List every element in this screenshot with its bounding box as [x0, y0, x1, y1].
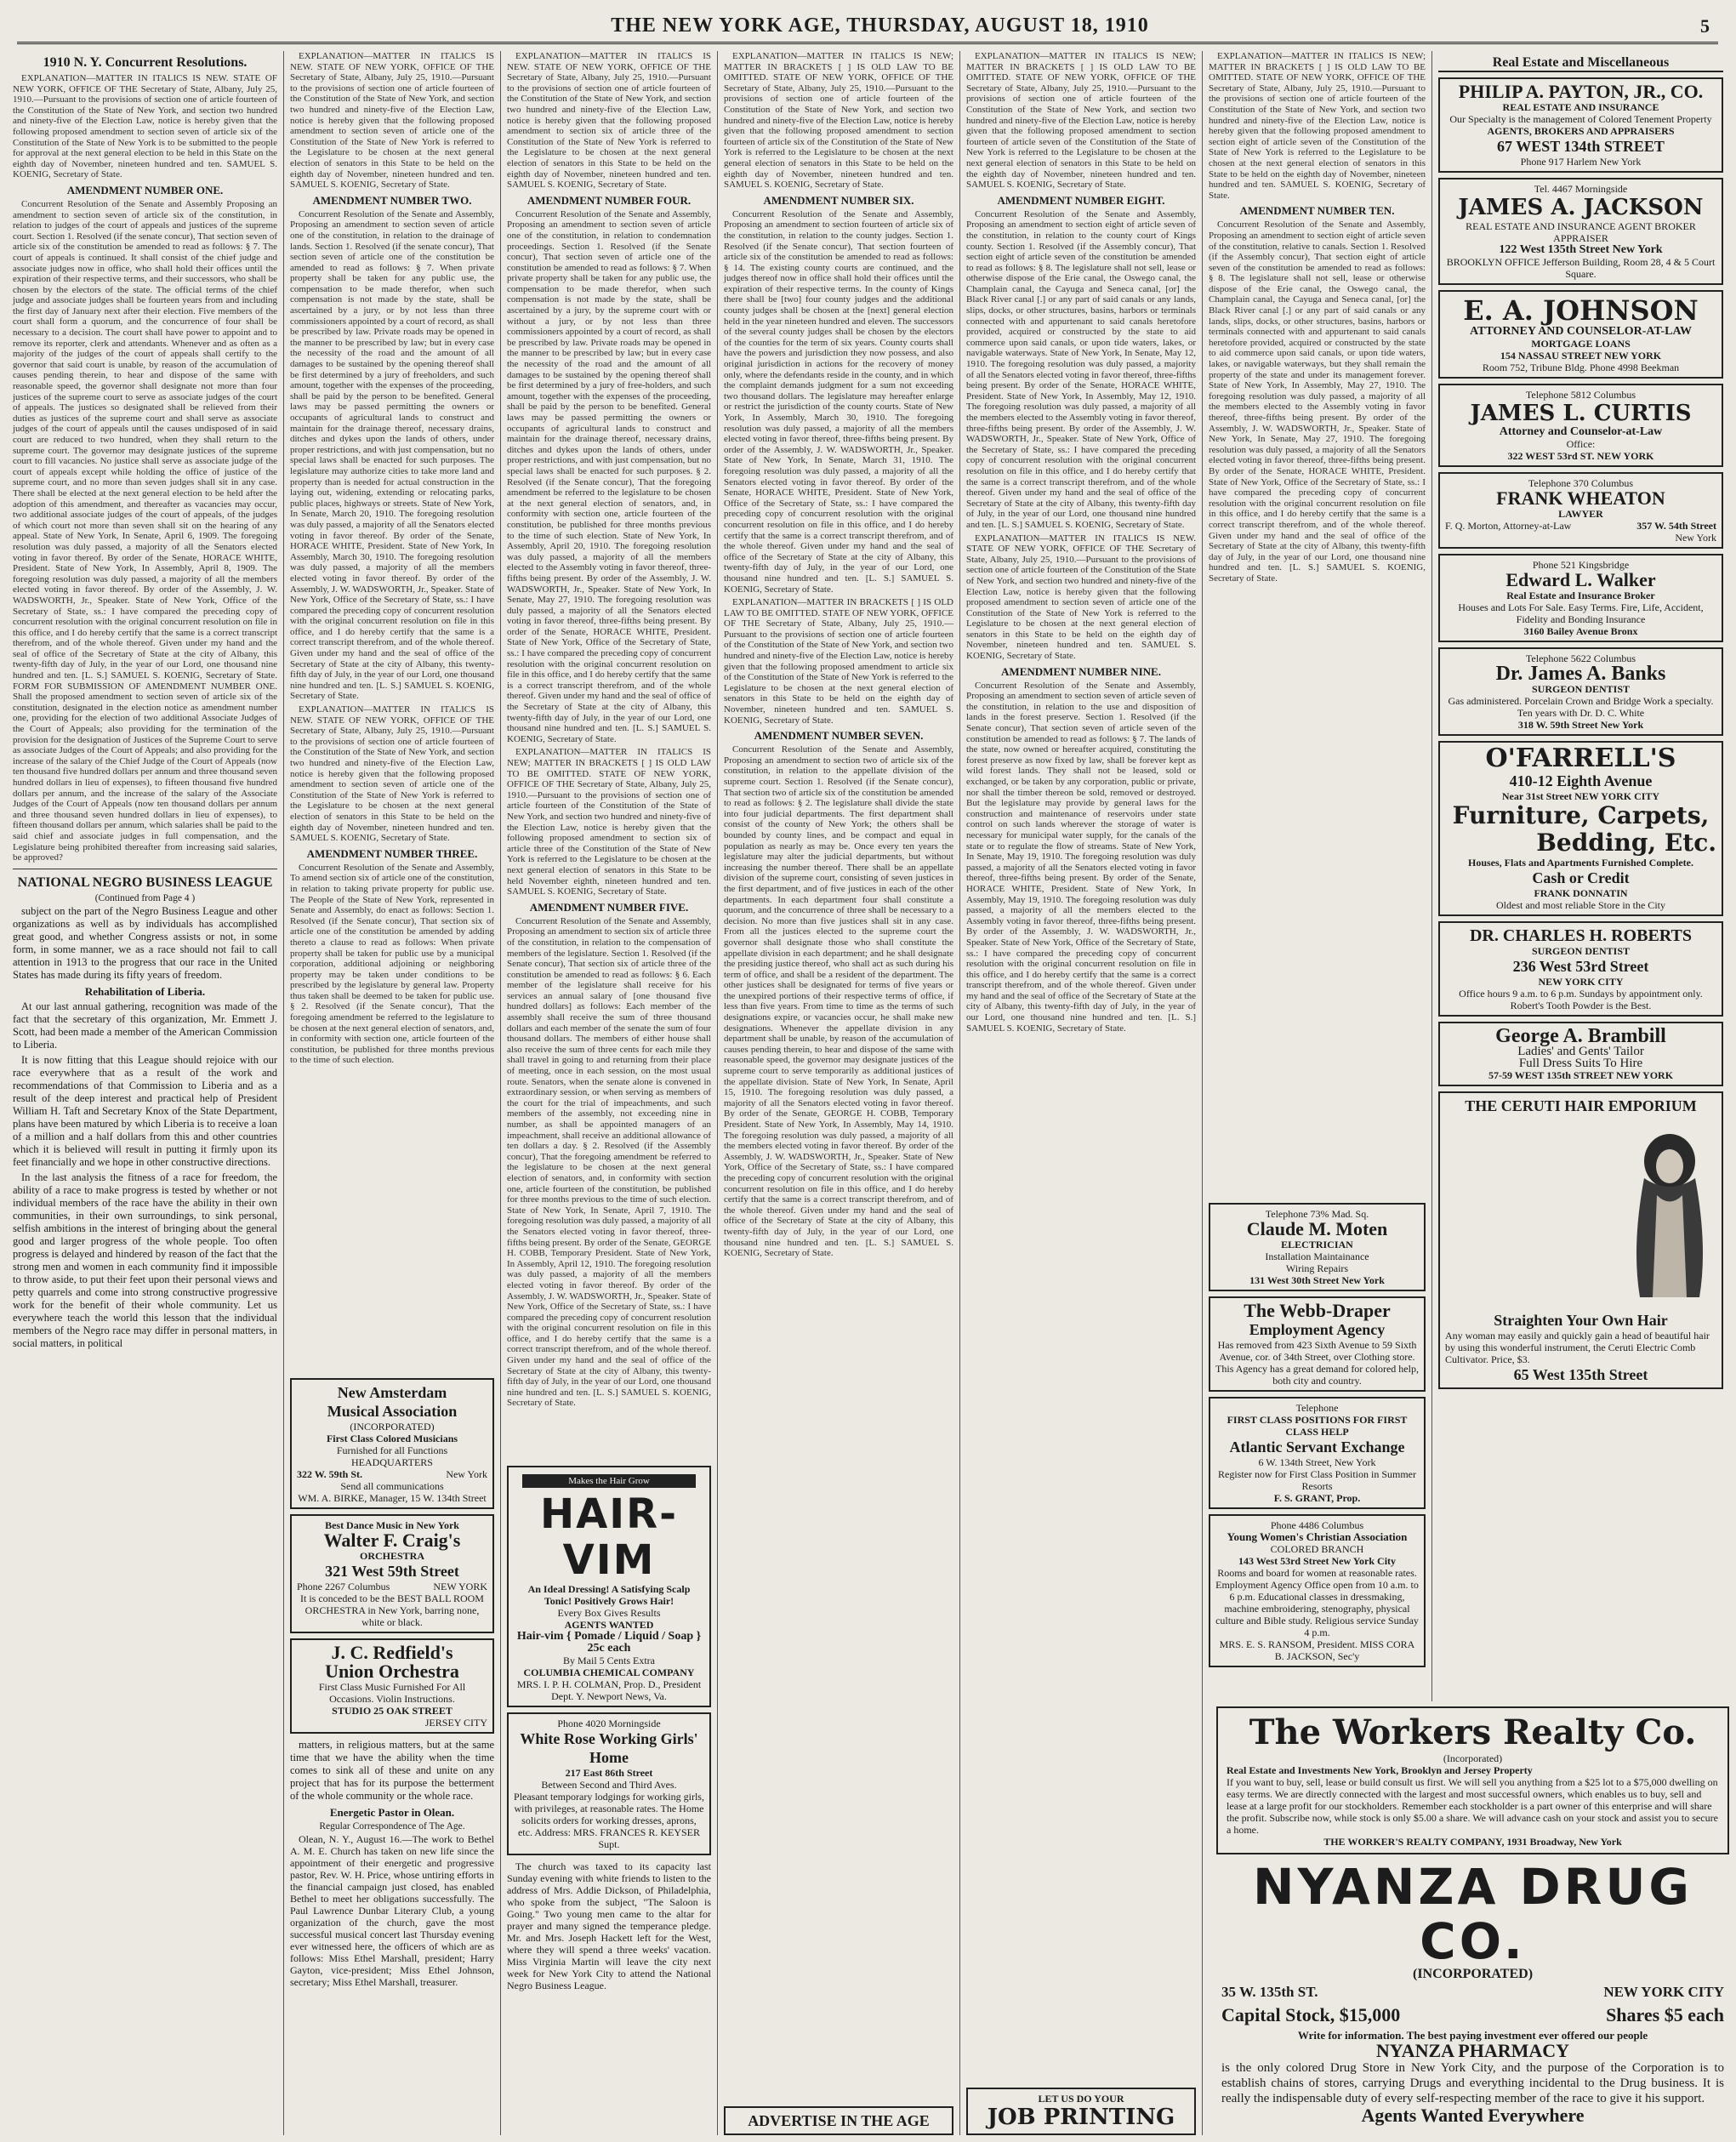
hair-vim-ad [507, 1466, 711, 1708]
ad-text: FRANK DONNATIN [1534, 887, 1628, 899]
ad-address: 6 W. 134th Street, New York [1258, 1456, 1376, 1469]
ad-heading: Straighten Your Own Hair [1494, 1312, 1668, 1329]
amendment-heading: AMENDMENT NUMBER TEN. [1239, 204, 1395, 218]
ad-address: 322 W. 59th St. [297, 1467, 363, 1480]
ad-phone: Tel. 4467 Morningside [1534, 183, 1628, 195]
ad-text: First Class Music Furnished For All Occasions. Violin Instructions. [318, 1680, 466, 1705]
nyanza-drug-ad [1216, 1860, 1729, 2125]
ad-phone: Telephone 370 Columbus [1528, 477, 1634, 489]
curtis-ad [1438, 384, 1723, 467]
amendment-body: Concurrent Resolution of the Senate and Assembly, Proposing an amendment to section eight of article seven of the constitution, relative to canals. Section 1. Resolved (if the Assembly concur), That section eight of article seven of the constitution be amended to read as follows: § 8. The legislature shall not sell, lease or otherwise dispose of the Erie canal, the Oswego canal, the Champlain canal, the Cayuga and Seneca canal, [or] the Black River canal [.] or any part of said canals or any lands, slips, docks, or other structures, basins, harbors or terminals connected with and appurtenant to said canals heretofore provided, acquired or constructed by the state to aid commerce upon said canals, or upon tide waters, lakes, or navigable waterways, but they shall remain the property of the state and under its management forever. State of New York, In Assembly, May 27, 1910. The foregoing resolution was duly passed, a majority of all the members elected to the Assembly voting in favor thereof, three-fifths being present. By order of the Assembly, J. W. WADSWORTH, Jr., Speaker. State of New York, In Senate, May 27, 1910. The foregoing resolution was duly passed, a majority of all the Senators elected voting in favor thereof, three-fifths being present. By order of the Senate, HORACE WHITE, President. State of New York, Office of the Secretary of State, ss.: I have compared the preceding copy of concurrent resolution with the original concurrent resolution on file in this office, and I do hereby certify that the same is a correct transcript therefrom, and of the whole thereof. Given under my hand and the seal of office of the Secretary of State at the city of Albany, this twenty-fifth day of July, in the year of our Lord, one thousand nine hundred and ten. [L. S.] SAMUEL S. KOENIG, Secretary of State. [1209, 219, 1426, 584]
ad-city: NEW YORK CITY [1603, 1984, 1724, 2000]
ad-address: 65 West 135th Street [1513, 1366, 1648, 1383]
ad-text: Shares $5 each [1606, 2004, 1724, 2025]
pastor-sub: Regular Correspondence of The Age. [319, 1820, 465, 1832]
ad-address: 57-59 WEST 135th STREET NEW YORK [1488, 1069, 1674, 1081]
ad-text: Houses, Flats and Apartments Furnished Complete. [1467, 857, 1693, 869]
ad-address: 143 West 53rd Street New York City [1238, 1555, 1397, 1568]
ad-address: 236 West 53rd Street [1512, 958, 1649, 975]
ad-text: Real Estate and Investments New York, Brooklyn and Jersey Property [1227, 1764, 1533, 1776]
ad-text: AGENTS WANTED [564, 1619, 654, 1632]
ad-city: New York [446, 1467, 487, 1480]
ad-text: An Ideal Dressing! A Satisfying Scalp [527, 1583, 691, 1596]
ad-text: Furnished for all Functions [336, 1444, 448, 1456]
ad-heading: The Webb-Draper [1244, 1300, 1391, 1322]
woman-illustration-icon [1623, 1127, 1716, 1306]
ad-address: 321 West 59th Street [325, 1562, 459, 1580]
ad-text: Tonic! Positively Grows Hair! [544, 1595, 674, 1608]
ad-heading: Young Women's Christian Association [1227, 1530, 1408, 1544]
brambill-ad [1438, 1022, 1723, 1086]
ad-heading: NYANZA PHARMACY [1375, 2040, 1570, 2061]
ad-heading: Employment Agency [1249, 1321, 1386, 1339]
payton-ad [1438, 77, 1723, 173]
ad-address: 357 W. 54th Street [1636, 520, 1716, 532]
ad-text: Gas administered. Porcelain Crown and Bridge Work a specialty. Ten years with Dr. D. C. White [1448, 695, 1714, 719]
ad-text: Between Second and Third Aves. [541, 1779, 677, 1792]
ad-text: SURGEON DENTIST [1531, 945, 1631, 957]
ad-heading: PHILIP A. PAYTON, JR., CO. [1458, 81, 1704, 102]
ad-address: 3160 Bailey Avenue Bronx [1523, 625, 1638, 637]
league-text: In the last analysis the fitness of a race for freedom, the ability of a race to make progress is tested by whether or not individual members of the race have the ability in their own communities, in their own surroundings, to sink personal, selfish ambitions in the interest of bringing about the general good and larger progress of the whole people. Too often progress is delayed and hindered by reason of the fact that the strong men and women in each community find it impossible to throw aside, to put their feet upon their personal views and petty quarrels and come into strong constructive progressive work for the benefit of their whole community. Let us everywhere teach the world this lesson that the individual members of the Negro race may differ in personal matters, in social matters, in political [13, 1171, 277, 1350]
ad-text: Pleasant temporary lodgings for working girls, with privileges, at reasonable rates. The Home solicits orders for working dresses, aprons, etc. Address: MRS. FRANCES R. KEYSER Supt. [514, 1791, 704, 1851]
ad-heading: Edward L. Walker [1505, 569, 1656, 590]
ad-heading: J. C. Redfield's [331, 1641, 453, 1663]
ad-text: COLORED BRANCH [1270, 1543, 1364, 1556]
ad-text: (INCORPORATED) [350, 1420, 435, 1433]
ad-heading: Walter F. Craig's [323, 1529, 461, 1551]
amendment-body: Concurrent Resolution of the Senate and Assembly Proposing an amendment to section seven of article six of the constitution, in relation to judges of the court of appeals and justices of the supreme court. Section 1. Resolved (if the senate concur), That section seven of article six of the constitution be amended to read as follows: § 7. The court of appeals is continued. It shall consist of the chief judge and associate judges now in office, who shall hold their offices until the expiration of their respective terms, and their successors, who shall be chosen by the electors of the state. The official terms of the chief judge and associate judges shall be fourteen years from and including the first day of January next after their election. Five members of the court shall form a quorum, and the concurrence of four shall be necessary to a decision. The court shall have power to appoint and to remove its reporter, clerk and attendants. Whenever and as often as a majority of the judges of the court of appeals shall certify to the governor that said court is unable, by reason of the accumulation of causes pending therein, to hear and dispose of the same with reasonable speed, the governor shall designate not more than four justices of the supreme court to serve as associate judges of the court of appeals. The justices so designated shall be relieved from their duties as justices of the supreme court and shall serve as associate judges of the court of appeals until the causes undisposed of in said court are reduced to two hundred, when they shall return to the supreme court. The governor may designate justices of the supreme court to fill vacancies. No justice shall serve as associate judge of the court of appeals except while holding the office of justice of the supreme court, and no more than seven judges shall sit in any case. There shall be elected at the next general election to be held after the adoption of this amendment, and thereafter as vacancies may occur, two additional associate judges of the court of appeals, of the judges of which court not more than seven shall sit on the hearing of any appeal. State of New York, In Senate, April 6, 1909. The foregoing resolution was duly passed, a majority of all the Senators elected voting in favor thereof. By order of the Senate, HORACE WHITE, President. State of New York, In Assembly, April 8, 1909. The foregoing resolution was duly passed, a majority of all the members elected voting in favor thereof. By order of the Assembly, J. W. WADSWORTH, Jr., Speaker. State of New York, Office of the Secretary of State, ss.: I have compared the preceding copy of concurrent resolution with the original concurrent resolution on file in this office, and I do hereby certify that the same is a correct transcript therefrom, and of the whole thereof. Given under my hand and the seal of office of the Secretary of State at the city of Albany, this twenty-fifth day of July, in the year of our Lord, one thousand nine hundred and ten. [L. S.] SAMUEL S. KOENIG, Secretary of State. FORM FOR SUBMISSION OF AMENDMENT NUMBER ONE. Shall the proposed amendment to section seven of article six of the constitution, designated in the election notice as amendment number one, providing for the election of two additional Associate Judges of the Court of Appeals; also providing for the termination of the provision for the designation of Justices of the Supreme Court to serve as associate Judges of the Court of Appeals; and also providing for the increase of the salary of the Chief Judge of the Court of Appeals (now ten thousand five hundred dollars per annum and three thousand seven hundred dollars in lieu of expenses), to fifteen thousand five hundred dollars per annum, and the increase of the salary of the Associate Judges of the Court of Appeals (now ten thousand dollars per annum and three thousand seven hundred dollars in lieu of expenses), to fifteen thousand dollars per annum, which salaries shall be paid to the said chief and associate judges in full compensation, and the Legislature being prohibited thereafter from increasing said salaries, be approved? [13, 198, 277, 863]
amendment-body: Concurrent Resolution of the Senate and Assembly, Proposing an amendment to section six of article three of the constitution, in relation to the compensation of members of the legislature. Section 1. Resolved (if the Senate concur), That section six of article three of the constitution be amended to read as follows: § 6. Each member of the legislature shall receive for his services an annual salary of [one thousand five hundred dollars] as follows: Each member of the assembly shall receive the sum of three thousand dollars and each member of the senate the sum of four thousand dollars. The members of either house shall also receive the sum of three cents for each mile they shall travel in going to and returning from their place of meeting, once in each session, on the most usual route. Senators, when the senate alone is convened in extraordinary session, or when serving as members of the court for the trial of impeachments, and such members of the assembly, not exceeding nine in number, as shall be appointed managers of an impeachment, shall receive an additional allowance of ten dollars a day. § 2. Resolved (if the Assembly concur), That the foregoing amendment be referred to the legislature to be chosen at the next general election of senators, and, in conformity with section one, article fourteen of the constitution, be published for three months previous to the time of such election. State of New York, In Senate, April 7, 1910. The foregoing resolution was duly passed, a majority of all the Senators elected voting in favor thereof, three-fifths being present. By order of the Senate, GEORGE H. COBB, Temporary President. State of New York, In Assembly, April 12, 1910. The foregoing resolution was duly passed, a majority of all the members elected voting in favor thereof. By order of the Assembly, J. W. WADSWORTH, Jr., Speaker. State of New York, Office of the Secretary of State, ss.: I have compared the preceding copy of concurrent resolution with the original concurrent resolution on file in this office, and I do hereby certify that the same is a correct transcript therefrom, and of the whole thereof. Given under my hand and the seal of office of the Secretary of State at the city of Albany, this twenty-fifth day of July, in the year of our Lord, one thousand nine hundred and ten. [L. S.] SAMUEL S. KOENIG, Secretary of State. [507, 915, 711, 1409]
amendment-heading: AMENDMENT NUMBER SIX. [763, 193, 914, 207]
ad-text: Capital Stock, $15,000 [1221, 2004, 1401, 2025]
johnson-ad [1438, 290, 1723, 379]
league-sub: (Continued from Page 4 ) [94, 892, 196, 903]
ad-phone: Telephone 5812 Columbus [1525, 389, 1636, 401]
masthead [17, 10, 1718, 44]
column-4 [718, 51, 960, 2135]
ad-text: is the only colored Drug Store in New York City, and the purpose of the Corporation is to establish chains of stores, carrying Drugs and everything incidental to the Drug business. It is really the indispensable duty of every self-respecting member of the race to give it his support. [1221, 2061, 1724, 2105]
ad-address: 410-12 Eighth Avenue [1509, 772, 1653, 789]
league-text: subject on the part of the Negro Business League and other organizations as well as by individuals has accomplished great good, and whether Congress assists or not, in some form, in some manner, we as a race should not fail to call attention in 1913 to the progress that our race in the United States has made during its fifty years of freedom. [13, 905, 277, 982]
banks-ad [1438, 647, 1723, 736]
atlantic-exchange-ad [1209, 1397, 1426, 1509]
ad-text: If you want to buy, sell, lease or build consult us first. We will sell you anything from a $25 lot to a $75,000 dwelling on easy terms. We are directly connected with the largest and most successful owners, which enables us to buy, sell and lease at a large profit for our stockholders. Remember each stockholder is a part owner of this enterprise and will share the profit. Subscribe now, while stock is only $5.00 a share. We will advance cash on your stock and assist you to secure a home. [1227, 1776, 1718, 1836]
ad-text: Every Box Gives Results [557, 1607, 661, 1620]
ad-text: AGENTS, BROKERS AND APPRAISERS [1487, 125, 1675, 137]
ad-text: Attorney and Counselor-at-Law [1499, 425, 1663, 438]
ad-address: 322 WEST 53rd ST. NEW YORK [1507, 450, 1654, 462]
resolutions-heading: 1910 N. Y. Concurrent Resolutions. [43, 55, 248, 70]
ad-text: Has removed from 423 Sixth Avenue to 59 Sixth Avenue, cor. of 34th Street, over Clothing store. This Agency has a great demand for colored help, both city and country. [1215, 1339, 1419, 1387]
moten-electrician-ad [1209, 1203, 1426, 1291]
amendment-body: Concurrent Resolution of the Senate and Assembly, Proposing an amendment to section fourteen of article six of the constitution, in relation to the county judges. Section 1. Resolved (if the Senate concur), That section fourteen of article six of the constitution be amended to read as follows: § 14. The existing county courts are continued, and the judges thereof now in office shall hold their offices until the expiration of their respective terms. In the county of Kings there shall be [two] four county judges and the additional county judges shall be chosen at the [next] general election held in the year nineteen hundred and eleven. The successors of the several county judges shall be chosen by the electors of the counties for the term of six years. County courts shall have the powers and jurisdiction they now possess, and also original jurisdiction in actions for the recovery of money only, where the defendants reside in the county, and in which the complaint demands judgment for a sum not exceeding two thousand dollars. The legislature may hereafter enlarge or restrict the jurisdiction of the county courts. State of New York, In Assembly, March 30, 1910. The foregoing resolution was duly passed, a majority of all the members elected voting in favor thereof, three-fifths being present. By order of the Assembly, J. W. WADSWORTH, Jr., Speaker. State of New York, In Senate, March 31, 1910. The foregoing resolution was duly passed, a majority of all the Senators elected voting in favor thereof. By order of the Senate, HORACE WHITE, President. State of New York, Office of the Secretary of State, ss.: I have compared the preceding copy of concurrent resolution with the original concurrent resolution on file in this office, and I do hereby certify that the same is a correct transcript therefrom, and of the whole thereof. Given under my hand and the seal of office of the Secretary of State at the city of Albany, this twenty-fifth day of July, in the year of our Lord, one thousand nine hundred and ten. [L. S.] SAMUEL S. KOENIG, Secretary of State. [724, 208, 953, 595]
explanation-notice: EXPLANATION—MATTER IN BRACKETS [ ] IS OLD LAW TO BE OMITTED. STATE OF NEW YORK, OFFICE OF THE Secretary of State, Albany, July 25, 1910.—Pursuant to the provisions of section one of article fourteen of the Constitution of the State of New York, and section two hundred and ninety-five of the Election Law, notice is hereby given that the following proposed amendment to article six of the Constitution of the State of New York is referred to the Legislature to be chosen at the next general election of senators in this State to be held on the eighth day of November, nineteen hundred and ten. SAMUEL S. KOENIG, Secretary of State. [724, 597, 953, 726]
page-number: 5 [1700, 15, 1710, 37]
ad-heading: NYANZA DRUG CO. [1252, 1858, 1693, 1970]
explanation-notice: EXPLANATION—MATTER IN ITALICS IS NEW. STATE OF NEW YORK, OFFICE OF THE Secretary of State, Albany, July 25, 1910.—Pursuant to the provisions of section one of article fourteen of the Constitution of the State of New York, and section two hundred and ninety-five of the Election Law, notice is hereby given that the following proposed amendment to section seven of article six of the Constitution of the State of New York is to be submitted to the people for approval at the next general election to be held in this State on the eighth day of November, nineteen hundred and ten. SAMUEL S. KOENIG, Secretary of State. [13, 73, 277, 180]
ad-text: Hair-vim { Pomade / Liquid / Soap } 25c each [516, 1630, 702, 1655]
ad-heading: Claude M. Moten [1246, 1218, 1388, 1240]
ad-text: Ladies' and Gents' Tailor [1517, 1045, 1644, 1058]
church-text: The church was taxed to its capacity last Sunday evening with white friends to listen to the address of Mrs. Addie Dickson, of Philadelphia, who spoke from the subject, "The Saloon is Going." Two young men came to the altar for prayer and many signed the temperance pledge. Mr. and Mrs. Joseph Hackett left for the West, where they will spend a three weeks' vacation. Miss Virginia Martin will leave the city next week for New York City to attend the National Negro Business League. [507, 1860, 711, 1992]
explanation-notice: EXPLANATION—MATTER IN ITALICS IS NEW. STATE OF NEW YORK, OFFICE OF THE Secretary of State, Albany, July 25, 1910.—Pursuant to the provisions of section one of article fourteen of the Constitution of the State of New York, and section two hundred and ninety-five of the Election Law, notice is hereby given that the following proposed amendment to section six of article three of the Constitution of the State of New York is referred to the Legislature to be chosen at the next general election of senators in this State to be held on the eighth day of November, nineteen hundred and ten. SAMUEL S. KOENIG, Secretary of State. [507, 51, 711, 191]
ad-address: 318 W. 59th Street New York [1517, 719, 1644, 731]
ad-text: HEADQUARTERS [351, 1456, 433, 1468]
amendment-body: Concurrent Resolution of the Senate and Assembly, To amend section six of article one of the constitution, in relation to taking private property for public use. The People of the State of New York, represented in Senate and Assembly, do enact as follows: Section 1. Resolved (if the Senate concur), That section six of article one of the constitution be amended by adding thereto a clause to read as follows: When private property shall be taken for public use by a municipal corporation, additional adjoining or neighboring property may be taken under conditions to be prescribed by the legislature by general law. Property thus taken shall be deemed to be taken for public use. § 2. Resolved (if the Senate concur), That the foregoing amendment be referred to the legislature to be chosen at the next general election of senators, and, in conformity with section one, article fourteen of the constitution, be published for three months previous to the time of such election. [290, 862, 494, 1066]
ad-text: MRS. I. P. H. COLMAN, Prop. D., President [516, 1678, 702, 1691]
amendment-heading: AMENDMENT NUMBER FOUR. [526, 193, 692, 207]
amendment-heading: AMENDMENT NUMBER ONE. [66, 183, 224, 197]
ad-heading: Dr. James A. Banks [1495, 663, 1666, 685]
explanation-notice: EXPLANATION—MATTER IN ITALICS IS NEW; MATTER IN BRACKETS [ ] IS OLD LAW TO BE OMITTED. STATE OF NEW YORK, OFFICE OF THE Secretary of State, Albany, July 25, 1910.—Pursuant to the provisions of section one of article fourteen of the Constitution of the State of New York, and section two hundred and ninety-five of the Election Law, notice is hereby given that the following proposed amendment to section fourteen of article six of the Constitution of the State of New York is referred to the Legislature to be chosen at the next general election of senators in this State to be held on the eighth day of November, nineteen hundred and ten. SAMUEL S. KOENIG, Secretary of State. [724, 51, 953, 191]
wheaton-ad [1438, 472, 1723, 549]
ad-text: COLUMBIA CHEMICAL COMPANY [523, 1666, 695, 1679]
ad-heading: JOB PRINTING [987, 2105, 1175, 2130]
jackson-ad [1438, 178, 1723, 285]
ad-text: Dept. Y. Newport News, Va. [551, 1690, 667, 1703]
advertise-banner [724, 2106, 953, 2135]
ad-text: Office hours 9 a.m. to 6 p.m. Sundays by appointment only. Robert's Tooth Powder is the Best. [1459, 988, 1703, 1011]
ad-text: (INCORPORATED) [1412, 1967, 1534, 1981]
amendment-body: Concurrent Resolution of the Senate and Assembly, Proposing an amendment to section seven of article one of the constitution, in relation to the drainage of lands. Section 1. Resolved (if the senate concur), That section seven of article one of the constitution be amended to read as follows: § 7. When private property shall be taken for any public use, the compensation to be made therefor, when such compensation is not made by the state, shall be ascertained by a jury, or by not less than three commissioners appointed by a court of record, as shall be prescribed by law. Private roads may be opened in the manner to be prescribed by law; but in every case the necessity of the road and the amount of all damages to be sustained by the opening thereof shall be first determined by a jury of freeholders, and such amount, together with the expenses of the proceeding, shall be paid by the person to be benefited. General laws may be passed permitting the owners or occupants of agricultural lands to construct and maintain for the drainage thereof, necessary drains, ditches and dykes upon the lands of others, under proper restrictions, and with just compensation, but no special laws shall be enacted for such purposes. The legislature may authorize cities to take more land and property than is needed for actual construction in the laying out, widening, extending or relocating parks, public places, highways or streets. State of New York, In Senate, March 20, 1910. The foregoing resolution was duly passed, a majority of all the Senators elected voting in favor thereof. By order of the Senate, HORACE WHITE, President. State of New York, In Assembly, March 30, 1910. The foregoing resolution was duly passed, a majority of all the members elected voting in favor thereof. By order of the Assembly, J. W. WADSWORTH, Jr., Speaker. State of New York, Office of the Secretary of State, ss.: I have compared the preceding copy of concurrent resolution with the original concurrent resolution on file in this office, and I do hereby certify that the same is a correct transcript therefrom, and of the whole thereof. Given under my hand and the seal of office of the Secretary of State at the city of Albany, this twenty-fifth day of July, in the year of our Lord, one thousand nine hundred and ten. [L. S.] SAMUEL S. KOENIG, Secretary of State. [290, 208, 494, 702]
ad-text: ORCHESTRA [359, 1549, 424, 1562]
ad-phone: Telephone [1295, 1402, 1339, 1415]
ad-heading: FRANK WHEATON [1496, 487, 1665, 509]
ad-heading: DR. CHARLES H. ROBERTS [1469, 926, 1692, 945]
amendment-heading: AMENDMENT NUMBER THREE. [306, 846, 478, 860]
ad-text: Houses and Lots For Sale. Easy Terms. Fire, Life, Accident, Fidelity and Bonding Insurance [1458, 601, 1704, 625]
ad-heading: JAMES A. JACKSON [1458, 195, 1704, 220]
ad-text: Any woman may easily and quickly gain a head of beautiful hair by using this wonderful instrument, the Ceruti Electric Comb Cultivator. Price, $3. [1445, 1330, 1710, 1365]
ad-text: Real Estate and Insurance Broker [1506, 590, 1655, 601]
ad-heading: Union Orchestra [325, 1660, 459, 1682]
ad-city: JERSEY CITY [424, 1716, 487, 1729]
ad-text: Send all communications [340, 1479, 444, 1492]
ad-text: By Mail 5 Cents Extra [563, 1655, 655, 1667]
ad-text: BROOKLYN OFFICE Jefferson Building, Room 28, 4 & 5 Court Square. [1446, 256, 1716, 280]
column-3 [501, 51, 718, 2135]
explanation-notice: EXPLANATION—MATTER IN ITALICS IS NEW; MATTER IN BRACKETS [ ] IS OLD LAW TO BE OMITTED. STATE OF NEW YORK, OFFICE OF THE Secretary of State, Albany, July 25, 1910.—Pursuant to the provisions of section one of article fourteen of the Constitution of the State of New York, and section two hundred and ninety-five of the Election Law, notice is hereby given that the following proposed amendment to section fourteen of article seven of the Constitution of the State of New York is referred to the Legislature to be chosen at the next general election of senators in this State to be held on the eighth day of November, nineteen hundred and ten. SAMUEL S. KOENIG, Secretary of State. [966, 51, 1196, 191]
workers-realty-ad [1216, 1706, 1729, 1854]
ad-text: MORTGAGE LOANS [1531, 338, 1631, 350]
ad-phone: Phone 2267 Columbus [297, 1580, 390, 1592]
amendment-body: Concurrent Resolution of the Senate and Assembly, Proposing an amendment to section two of article six of the constitution, in relation to the appellate division of the supreme court. Section 1. Resolved (if the Senate concur), That section two of article six of the constitution be amended to read as follows: § 2. The legislature shall divide the state into four judicial departments. The first department shall consist of the county of New York; the others shall be bounded by county lines, and be compact and equal in population as nearly as may be. Once every ten years the legislature may alter the judicial departments, but without increasing the number thereof. There shall be an appellate division of the supreme court, consisting of seven justices in the first department, and of five justices in each of the other departments. In each department four shall constitute a quorum, and the concurrence of three shall be necessary to a decision. No more than five justices shall sit in any case. From all the justices elected to the supreme court the governor shall designate those who shall constitute the appellate division in each department; and he shall designate the presiding justice thereof, who shall act as such during his term of office, and shall be a resident of the department. The other justices shall be designated for terms of five years or the unexpired portions of their respective terms of office, if less than five years. From time to time as the terms of such designations expire, or vacancies occur, he shall make new designations. Whenever the appellate division in any department shall be unable, by reason of the accumulation of causes pending therein, to hear and dispose of the same with reasonable speed, the governor may designate justices of the supreme court to serve temporarily as additional justices of the appellate division. State of New York, In Senate, April 15, 1910. The foregoing resolution was duly passed, a majority of all the Senators elected voting in favor thereof. By order of the Senate, GEORGE H. COBB, Temporary President. State of New York, In Assembly, May 14, 1910. The foregoing resolution was duly passed, a majority of all the members elected voting in favor thereof. By order of the Assembly, J. W. WADSWORTH, Jr., Speaker. State of New York, Office of the Secretary of State, ss.: I have compared the preceding copy of concurrent resolution with the original concurrent resolution on file in this office, and I do hereby certify that the same is a correct transcript therefrom, and of the whole thereof. Given under my hand and the seal of office of the Secretary of State at the city of Albany, this twenty-fifth day of July, in the year of our Lord, one thousand nine hundred and ten. [L. S.] SAMUEL S. KOENIG, Secretary of State. [724, 744, 953, 1259]
explanation-notice: EXPLANATION—MATTER IN ITALICS IS NEW. STATE OF NEW YORK, OFFICE OF THE Secretary of State, Albany, July 25, 1910.—Pursuant to the provisions of section one of article fourteen of the Constitution of the State of New York, and section two hundred and ninety-five of the Election Law, notice is hereby given that the following proposed amendment to section seven of article one of the Constitution of the State of New York is referred to the Legislature to be chosen at the next general election of senators in this State to be held on the eighth day of November, nineteen hundred and ten. SAMUEL S. KOENIG, Secretary of State. [966, 533, 1196, 662]
league-heading: NATIONAL NEGRO BUSINESS LEAGUE [17, 874, 273, 890]
webb-draper-ad [1209, 1296, 1426, 1392]
ad-text: F. Q. Morton, Attorney-at-Law [1445, 520, 1572, 532]
ad-text: LAWYER [1558, 508, 1603, 520]
ad-address: 131 West 30th Street New York [1249, 1274, 1385, 1287]
amendment-heading: AMENDMENT NUMBER SEVEN. [754, 729, 924, 743]
amendment-heading: AMENDMENT NUMBER EIGHT. [997, 193, 1165, 207]
pastor-heading: Energetic Pastor in Olean. [329, 1805, 455, 1819]
ad-text: First Class Colored Musicians [326, 1432, 458, 1444]
ad-heading: ADVERTISE IN THE AGE [748, 2112, 930, 2129]
amendment-body: Concurrent Resolution of the Senate and Assembly, Proposing an amendment to section seven of article seven of the constitution, in relation to the use and disposition of lands in the forest preserve. Section 1. Resolved (if the Senate concur), That section seven of article seven of the constitution be amended to read as follows: § 7. The lands of the state, now owned or hereafter acquired, constituting the forest preserve as now fixed by law, shall be forever kept as wild forest lands. They shall not be leased, sold or exchanged, or be taken by any corporation, public or private, nor shall the timber thereon be sold, removed or destroyed. But the legislature may provide by general laws for the construction and maintenance of reservoirs under state control on such lands wherever the storage of water is necessary for municipal water supply, for the canals of the state or to regulate the flow of streams. State of New York, In Senate, May 19, 1910. The foregoing resolution was duly passed, a majority of all the Senators elected voting in favor thereof, three-fifths being present. By order of the Senate, HORACE WHITE, President. State of New York, In Assembly, May 19, 1910. The foregoing resolution was duly passed, a majority of all the members elected to the Assembly voting in favor thereof, three-fifths being present. By order of the Assembly, J. W. WADSWORTH, Jr., Speaker. State of New York, Office of the Secretary of State, ss.: I have compared the preceding copy of concurrent resolution with the original concurrent resolution on file in this office, and I do hereby certify that the same is a correct transcript therefrom, and of the whole thereof. Given under my hand and the seal of office of the Secretary of State at the city of Albany, this twenty-fifth day of July, in the year of our Lord, one thousand nine hundred and ten. [L. S.] SAMUEL S. KOENIG, Secretary of State. [966, 680, 1196, 1034]
amendment-heading: AMENDMENT NUMBER FIVE. [529, 900, 689, 914]
ad-heading: Furniture, Carpets, [1452, 801, 1710, 829]
ad-heading: O'FARRELL'S [1485, 743, 1676, 773]
white-rose-home-ad [507, 1712, 711, 1855]
ad-text: SURGEON DENTIST [1531, 683, 1631, 695]
ad-tagline: Makes the Hair Grow [522, 1474, 696, 1489]
amendment-body: Concurrent Resolution of the Senate and Assembly, Proposing an amendment to section eight of article seven of the constitution, in relation to the county court of Kings county. Section 1. Resolved (if the Assembly concur), That section eight of article seven of the constitution be amended to read as follows: § 8. The legislature shall not sell, lease or otherwise dispose of the Erie canal, the Oswego canal, the Champlain canal, the Cayuga and Seneca canal, [or] the Black River canal [.] or any part of said canals or any lands, slips, docks, or other structures, basins, harbors or terminals connected with and appurtenant to said canals heretofore provided, acquired or constructed by the state to aid commerce upon said canals, or upon tide waters, lakes, or navigable waterways. State of New York, In Senate, May 12, 1910. The foregoing resolution was duly passed, a majority of all the Senators elected voting in favor thereof, three-fifths being present. By order of the Senate, HORACE WHITE, President. State of New York, In Assembly, May 12, 1910. The foregoing resolution was duly passed, a majority of all the members elected to the Assembly voting in favor thereof, three-fifths being present. By order of the Assembly, J. W. WADSWORTH, Jr., Speaker. State of New York, Office of the Secretary of State, ss.: I have compared the preceding copy of concurrent resolution with the original concurrent resolution on file in this office, and I do hereby certify that the same is a correct transcript therefrom, and of the whole thereof. Given under my hand and the seal of office of the Secretary of State at the city of Albany, this twenty-fifth day of July, in the year of our Lord, one thousand nine hundred and ten. [L. S.] SAMUEL S. KOENIG, Secretary of State. [966, 208, 1197, 530]
amendment-body: Concurrent Resolution of the Senate and Assembly, Proposing an amendment to section seven of article one of the constitution, in relation to condemnation proceedings. Section 1. Resolved (if the Senate concur), That section seven of article one of the constitution be amended to read as follows: § 7. When private property shall be taken for any public use, the compensation to be made therefor, when such compensation is not made by the state, shall be ascertained by a jury, by the supreme court with or without a jury, or by not less than three commissioners appointed by a court of record, as shall be prescribed by law. Private roads may be opened in the manner to be prescribed by law; but in every case the necessity of the road and the amount of all damages to be sustained by the opening thereof shall be first determined by a jury of free-holders, and such amount, together with the expenses of the proceeding, shall be paid by the person to be benefited. General laws may be passed permitting the owners or occupants of agricultural lands to construct and maintain for the drainage thereof, necessary drains, ditches and dykes upon the lands of others, under proper restrictions, and with just compensation, but no special laws shall be enacted for such purposes. § 2. Resolved (if the Senate concur), That the foregoing amendment be referred to the legislature to be chosen at the next general election of senators, and, in conformity with section one, article fourteen of the constitution, be published for three months previous to the time of such election. State of New York, In Assembly, April 20, 1910. The foregoing resolution was duly passed, a majority of all the members elected to the Assembly voting in favor thereof, three-fifths being present. By order of the Assembly, J. W. WADSWORTH, Jr., Speaker. State of New York, In Senate, May 27, 1910. The foregoing resolution was duly passed, a majority of all the Senators elected voting in favor thereof, three-fifths being present. By order of the Senate, HORACE WHITE, President. State of New York, Office of the Secretary of State, ss.: I have compared the preceding copy of concurrent resolution with the original concurrent resolution on file in this office, and I do hereby certify that the same is a correct transcript therefrom, and of the whole thereof. Given under my hand and the seal of office of the Secretary of State at the city of Albany, this twenty-fifth day of July, in the year of our Lord, one thousand nine hundred and ten. [L. S.] SAMUEL S. KOENIG, Secretary of State. [507, 208, 711, 744]
ad-city: NEW YORK CITY [1538, 976, 1624, 988]
craig-orchestra-ad [290, 1514, 494, 1633]
ad-heading: THE CERUTI HAIR EMPORIUM [1465, 1097, 1697, 1114]
ad-address: 35 W. 135th ST. [1221, 1984, 1318, 2000]
ad-phone: Phone 4020 Morningside [557, 1718, 661, 1730]
pastor-text: Olean, N. Y., August 16.—The work to Bethel A. M. E. Church has taken on new life since the appointment of their energetic and progressive pastor, Rev. W. H. Price, whose untiring efforts in the financial campaign just closed, has enabled Bethel to meet her obligations successfully. The Paul Lawrence Dunbar Literary Club, a young organization of the church, gave the most successful musical concert last Thursday evening ever witnessed here, the officers of which are as follows: Miss Ethel Marshall, president; Harry Gayton, vice-president; Miss Ethel Johnson, secretary; Miss Ethel Marshall, treasurer. [290, 1833, 494, 1989]
ad-text: Office: [1566, 438, 1596, 450]
music-association-ad [290, 1378, 494, 1509]
ad-heading: Atlantic Servant Exchange [1229, 1438, 1405, 1456]
ad-phone: Phone 917 Harlem New York [1520, 156, 1642, 168]
ad-text: REAL ESTATE AND INSURANCE [1502, 101, 1659, 113]
league-text: It is now fitting that this League should rejoice with our race everywhere that as a result of the work and recommendations of that Commission to Liberia and as a result of the deep interest and practical help of President William H. Taft and Secretary Knox of the State Department, plans have been matured by which Liberia is to receive a loan of a million and a half dollars from this and other countries which it is believed will result in putting it firmly upon its feet financially and we hope in other constructive directions. [13, 1054, 277, 1169]
ofarrell-ad [1438, 741, 1723, 916]
ad-city: New York [1675, 532, 1716, 544]
explanation-notice: EXPLANATION—MATTER IN ITALICS IS NEW. STATE OF NEW YORK, OFFICE OF THE Secretary of State, Albany, July 25, 1910.—Pursuant to the provisions of section one of article fourteen of the Constitution of the State of New York, and section two hundred and ninety-five of the Election Law, notice is hereby given that the following proposed amendment to section seven of article one of the Constitution of the State of New York is referred to the Legislature to be chosen at the next general election of senators in this State to be held on the eighth day of November, nineteen hundred and ten. SAMUEL S. KOENIG, Secretary of State. [290, 51, 494, 191]
ad-address: STUDIO 25 OAK STREET [332, 1704, 452, 1717]
ywca-ad [1209, 1514, 1426, 1667]
ad-text: THE WORKER'S REALTY COMPANY, 1931 Broadway, New York [1323, 1836, 1622, 1848]
masthead-title: THE NEW YORK AGE, THURSDAY, AUGUST 18, 1910 [611, 14, 1149, 37]
ad-heading: E. A. JOHNSON [1463, 294, 1699, 327]
ad-text: Rooms and board for women at reasonable rates. Employment Agency Office open from 10 a.m. to 6 p.m. Educational classes in dressmaking, machine embroidering, stenography, physical culture and Bible study. Religious service Sunday 4 p.m. [1215, 1567, 1419, 1639]
ad-heading: George A. Brambill [1495, 1025, 1666, 1047]
ad-text: FIRST CLASS POSITIONS FOR FIRST CLASS HELP [1227, 1414, 1408, 1438]
ad-phone: Telephone 5622 Columbus [1525, 652, 1636, 664]
ad-heading: The Workers Realty Co. [1249, 1712, 1697, 1752]
ad-heading: Cash or Credit [1532, 869, 1630, 886]
ad-text: F. S. GRANT, Prop. [1273, 1492, 1361, 1505]
explanation-notice: EXPLANATION—MATTER IN ITALICS IS NEW; MATTER IN BRACKETS [ ] IS OLD LAW TO BE OMITTED. STATE OF NEW YORK, OFFICE OF THE Secretary of State, Albany, July 25, 1910.—Pursuant to the provisions of section one of article fourteen of the Constitution of the State of New York, and section two hundred and ninety-five of the Election Law, notice is hereby given that the following proposed amendment to section eight of article seven of the Constitution of the State of New York is referred to the Legislature to be chosen at the next general election of senators in this State to be held on the eighth day of November, nineteen hundred and ten. SAMUEL S. KOENIG, Secretary of State. [1209, 51, 1426, 201]
roberts-ad [1438, 921, 1723, 1017]
ad-text: It is conceded to be the BEST BALL ROOM ORCHESTRA in New York, barring none, white or black. [300, 1592, 484, 1628]
ad-text: ATTORNEY AND COUNSELOR-AT-LAW [1469, 325, 1693, 338]
ad-text: WM. A. BIRKE, Manager, 15 W. 134th Street [298, 1491, 487, 1504]
explanation-notice: EXPLANATION—MATTER IN ITALICS IS NEW; MATTER IN BRACKETS [ ] IS OLD LAW TO BE OMITTED. STATE OF NEW YORK, OFFICE OF THE Secretary of State, Albany, July 25, 1910.—Pursuant to the provisions of section one of article fourteen of the Constitution of the State of New York, and section two hundred and ninety-five of the Election Law, notice is hereby given that the following proposed amendment to section six of article three of the Constitution of the State of New York is referred to the Legislature to be chosen at the next general election of senators in this State to be held November eighth, nineteen hundred and ten. SAMUEL S. KOENIG, Secretary of State. [507, 747, 711, 897]
ad-text: ELECTRICIAN [1281, 1239, 1353, 1251]
ad-address: 217 East 86th Street [565, 1767, 653, 1780]
ad-text: Installation Maintainance [1265, 1250, 1369, 1263]
league-text: At our last annual gathering, recognition was made of the fact that the secretary of this organization, Mr. Emmett J. Scott, had been made a member of the American Commission to Liberia. [13, 1000, 277, 1051]
ad-text: REAL ESTATE AND INSURANCE AGENT BROKER APPRAISER [1466, 220, 1696, 244]
column-5 [960, 51, 1203, 2135]
lower-ads-region [1216, 1701, 1729, 2135]
column-2 [284, 51, 501, 2135]
liberia-heading: Rehabilitation of Liberia. [84, 985, 206, 999]
ad-phone: Telephone 73% Mad. Sq. [1265, 1208, 1369, 1221]
ad-heading: Bedding, Etc. [1536, 829, 1716, 857]
ad-heading: New Amsterdam [337, 1383, 447, 1401]
ad-text: (Incorporated) [1443, 1752, 1503, 1764]
redfield-orchestra-ad [290, 1638, 494, 1734]
ceruti-ad [1438, 1091, 1723, 1389]
ad-text: Full Dress Suits To Hire [1518, 1057, 1643, 1070]
ad-heading: JAMES L. CURTIS [1470, 401, 1692, 426]
ad-text: Wiring Repairs [1285, 1262, 1349, 1275]
league-text-continued: matters, in religious matters, but at the same time that we have the ability when the time comes to sink all of these and unite on any project that has for its purpose the betterment of the whole community or the whole race. [290, 1738, 494, 1802]
ad-heading: Musical Association [327, 1402, 458, 1420]
ad-phone: Phone 521 Kingsbridge [1532, 559, 1630, 571]
ad-text: Near 31st Street NEW YORK CITY [1501, 790, 1660, 802]
ad-text: LET US DO YOUR [1038, 2093, 1124, 2105]
amendment-heading: AMENDMENT NUMBER NINE. [1001, 664, 1161, 678]
explanation-notice: EXPLANATION—MATTER IN ITALICS IS NEW. STATE OF NEW YORK, OFFICE OF THE Secretary of State, Albany, July 25, 1910.—Pursuant to the provisions of section one of article fourteen of the Constitution of the State of New York, and section two hundred and ninety-five of the Election Law, notice is hereby given that the following proposed amendment to section seven of article one of the Constitution of the State of New York is referred to the Legislature to be chosen at the next general election of senators in this State to be held on the eighth day of November, nineteen hundred and ten. SAMUEL S. KOENIG, Secretary of State. [290, 704, 494, 844]
ad-text: Register now for First Class Position in Summer Resorts [1217, 1468, 1416, 1493]
walker-ad [1438, 554, 1723, 642]
ad-heading: White Rose Working Girls' Home [520, 1730, 698, 1767]
ad-heading: HAIR-VIM [539, 1490, 679, 1585]
ad-heading: Agents Wanted Everywhere [1361, 2105, 1585, 2126]
ad-phone: Phone 4486 Columbus [1270, 1519, 1364, 1532]
ad-address: 122 West 135th Street New York [1499, 243, 1663, 256]
column-1 [7, 51, 284, 2135]
amendment-heading: AMENDMENT NUMBER TWO. [312, 193, 472, 207]
ad-heading: Best Dance Music in New York [325, 1518, 459, 1531]
ad-text: Oldest and most reliable Store in the City [1496, 899, 1665, 911]
ad-city: NEW YORK [433, 1580, 487, 1592]
ad-text: MRS. E. S. RANSOM, President. MISS CORA B. JACKSON, Sec'y [1219, 1638, 1415, 1663]
ad-text: Room 752, Tribune Bldg. Phone 4998 Beekman [1482, 362, 1680, 373]
ad-text: Our Specialty is the management of Colored Tenement Property [1449, 113, 1712, 125]
section-title: Real Estate and Miscellaneous [1438, 54, 1723, 72]
job-printing-ad [966, 2088, 1196, 2135]
ad-text: Write for information. The best paying investment ever offered our people [1297, 2029, 1648, 2042]
ad-address: 67 WEST 134th STREET [1497, 138, 1665, 155]
ad-address: 154 NASSAU STREET NEW YORK [1500, 350, 1662, 362]
